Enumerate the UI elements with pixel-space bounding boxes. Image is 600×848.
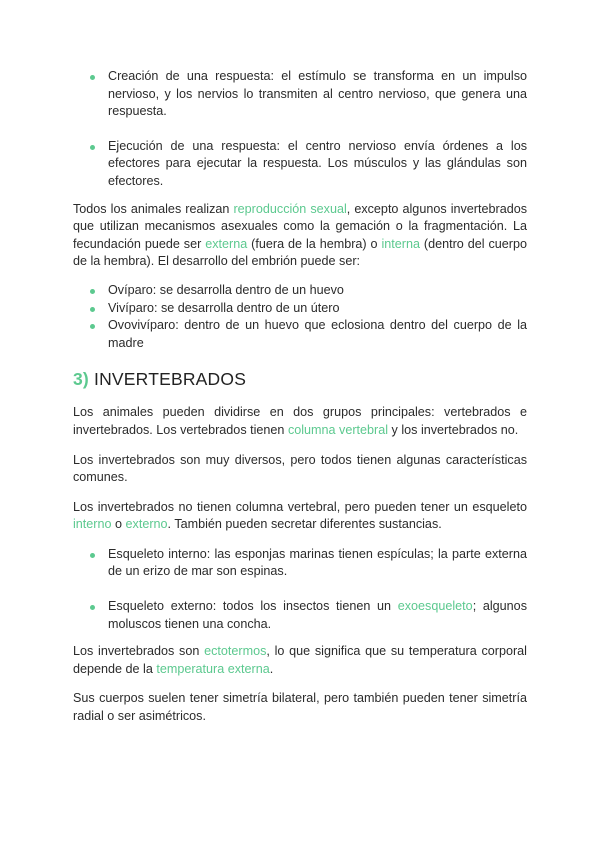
skeleton-list [73,546,527,633]
list-item: Esqueleto externo: todos los insectos tienen un exoesqueleto; algunos moluscos tienen una concha. [73,598,527,633]
symmetry-paragraph: Sus cuerpos suelen tener simetría bilateral, pero también pueden tener simetría radial o ser asimétricos. [73,691,527,724]
bullet-dot [90,75,95,80]
highlight-term: interno [73,517,112,532]
list-item: Esqueleto interno: las esponjas marinas tienen espículas; la parte externa de un erizo de mar son espinas. [73,546,527,581]
bullet-dot [90,324,95,329]
bullet-dot [90,605,95,610]
section-heading [73,368,527,390]
highlight-term: externo [125,517,168,532]
bullet-dot [90,307,95,312]
list-item: Vivíparo: se desarrolla dentro de un útero [73,300,527,318]
highlight-term: reproducción sexual [233,201,347,216]
bullet-dot [90,553,95,558]
list-item: Creación de una respuesta: el estímulo se transforma en un impulso nervioso, y los nervios lo transmiten al centro nervioso, que genera una respuesta. [73,68,527,121]
ectotherm-paragraph: Los invertebrados son ectotermos, lo que significa que su temperatura corporal depende de la temperatura externa. [73,644,527,676]
skeleton-paragraph: Los invertebrados no tienen columna vertebral, pero pueden tener un esqueleto interno o externo. También pueden secretar diferentes sustancias. [73,499,527,532]
highlight-term: columna vertebral [287,422,389,437]
bullet-dot [90,289,95,294]
reproduction-paragraph: Todos los animales realizan reproducción sexual, excepto algunos invertebrados que utilizan mecanismos asexuales como la gemación o la fragmentación. La fecundación puede ser externa (fuera de la hembra) o interna (dentro del cuerpo de la hembra). El desarrollo del embrión puede ser: [73,201,527,269]
groups-paragraph: Los animales pueden dividirse en dos grupos principales: vertebrados e invertebrados. Los vertebrados tienen columna vertebral y los invertebrados no. [73,405,527,437]
response-list [73,68,527,191]
highlight-term: ectotermos [204,644,267,659]
bullet-dot [90,145,95,150]
highlight-term: exoesqueleto [397,599,473,614]
development-list [73,282,527,352]
page-content [73,68,527,726]
list-item: Ovovivíparo: dentro de un huevo que eclosiona dentro del cuerpo de la madre [73,317,527,352]
highlight-term: temperatura externa [156,661,270,676]
section-number: 3) [73,369,89,390]
list-item: Ovíparo: se desarrolla dentro de un huevo [73,282,527,300]
highlight-term: externa [205,236,248,251]
section-title: INVERTEBRADOS [94,369,247,390]
list-item: Ejecución de una respuesta: el centro nervioso envía órdenes a los efectores para ejecutar la respuesta. Los músculos y las glándulas son efectores. [73,138,527,191]
highlight-term: interna [381,236,420,251]
diversity-paragraph: Los invertebrados son muy diversos, pero todos tienen algunas características comunes. [73,452,527,485]
